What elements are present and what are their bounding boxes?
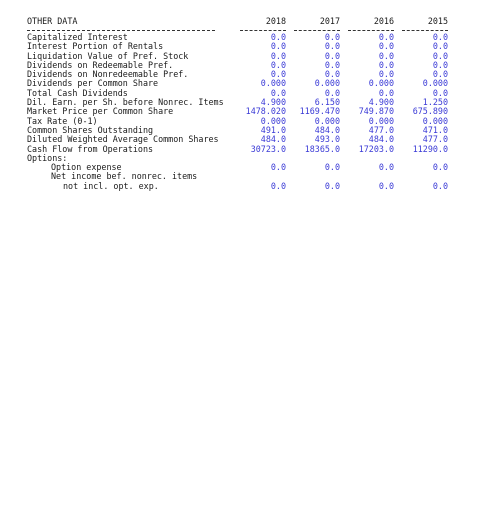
row-value-2016: 17203.0 — [358, 144, 394, 154]
row-label: Dividends on Nonredeemable Pref. — [27, 70, 189, 80]
row-value-2016: 477.0 — [368, 125, 394, 135]
row-value-2017: 0.0 — [324, 70, 340, 80]
row-value-2015: 0.0 — [432, 60, 448, 70]
net-income-2015: 0.0 — [432, 181, 448, 191]
net-income-2018: 0.0 — [270, 181, 286, 191]
row-label: Total Cash Dividends — [27, 88, 128, 98]
row-value-2017: 1169.470 — [299, 107, 340, 117]
row-value-2018: 0.000 — [260, 116, 286, 126]
col-divider — [240, 30, 286, 31]
row-value-2018: 4.900 — [260, 98, 286, 108]
row-label: Tax Rate (0-1) — [27, 116, 98, 126]
row-value-2018: 0.0 — [270, 51, 286, 61]
col-divider — [402, 30, 448, 31]
row-value-2018: 0.0 — [270, 70, 286, 80]
row-value-2017: 484.0 — [314, 125, 340, 135]
row-value-2017: 6.150 — [314, 98, 340, 108]
net-income-line1-label: Net income bef. nonrec. items — [51, 172, 198, 182]
row-value-2015: 477.0 — [422, 135, 448, 145]
option-expense-label: Option expense — [51, 163, 122, 173]
data-rows — [27, 33, 448, 154]
table-row — [27, 70, 448, 80]
table-row — [27, 51, 448, 61]
row-value-2016: 749.870 — [358, 107, 394, 117]
row-value-2016: 0.000 — [368, 116, 394, 126]
section-title: OTHER DATA — [27, 16, 78, 26]
option-expense-2016: 0.0 — [378, 163, 394, 173]
net-income-row — [27, 181, 448, 191]
row-value-2017: 18365.0 — [304, 144, 340, 154]
row-label: Diluted Weighted Average Common Shares — [27, 135, 219, 145]
row-value-2015: 0.0 — [432, 70, 448, 80]
row-value-2016: 0.0 — [378, 88, 394, 98]
year-2016-header: 2016 — [373, 16, 394, 26]
net-income-line1-row — [27, 172, 437, 181]
table-row — [27, 42, 448, 52]
row-value-2016: 4.900 — [368, 98, 394, 108]
row-value-2017: 0.000 — [314, 79, 340, 89]
table-row — [27, 33, 448, 42]
row-value-2017: 0.0 — [324, 51, 340, 61]
row-value-2017: 0.0 — [324, 60, 340, 70]
row-label: Dil. Earn. per Sh. before Nonrec. Items — [27, 98, 224, 108]
table-row — [27, 98, 448, 108]
col-divider — [348, 30, 394, 31]
other-data-table — [27, 16, 448, 191]
label-divider — [27, 30, 215, 31]
option-expense-2017: 0.0 — [324, 163, 340, 173]
row-value-2018: 0.0 — [270, 88, 286, 98]
row-value-2018: 0.0 — [270, 60, 286, 70]
options-title: Options: — [27, 153, 68, 163]
table-row — [27, 60, 448, 70]
row-value-2015: 1.250 — [422, 98, 448, 108]
row-value-2016: 484.0 — [368, 135, 394, 145]
row-value-2015: 471.0 — [422, 125, 448, 135]
row-value-2018: 0.000 — [260, 79, 286, 89]
row-value-2017: 0.0 — [324, 88, 340, 98]
row-value-2018: 0.0 — [270, 42, 286, 52]
row-value-2016: 0.0 — [378, 51, 394, 61]
table-row — [27, 125, 448, 135]
row-value-2017: 493.0 — [314, 135, 340, 145]
row-value-2016: 0.0 — [378, 70, 394, 80]
row-label: Dividends on Redeemable Pref. — [27, 60, 174, 70]
option-expense-2018: 0.0 — [270, 163, 286, 173]
table-row — [27, 107, 448, 117]
row-value-2016: 0.0 — [378, 33, 394, 42]
year-2015-header: 2015 — [427, 16, 448, 26]
table-row — [27, 79, 448, 89]
table-row — [27, 116, 448, 126]
option-expense-row — [27, 163, 448, 173]
net-income-label: not incl. opt. exp. — [63, 181, 159, 191]
row-value-2015: 0.000 — [422, 79, 448, 89]
year-2018-header: 2018 — [265, 16, 286, 26]
row-value-2018: 30723.0 — [250, 144, 286, 154]
row-value-2015: 675.890 — [412, 107, 448, 117]
row-value-2015: 0.0 — [432, 88, 448, 98]
net-income-2017: 0.0 — [324, 181, 340, 191]
table-row — [27, 144, 448, 154]
row-label: Market Price per Common Share — [27, 107, 174, 117]
row-value-2016: 0.0 — [378, 60, 394, 70]
row-label: Liquidation Value of Pref. Stock — [27, 51, 189, 61]
row-value-2018: 0.0 — [270, 33, 286, 42]
row-value-2018: 484.0 — [260, 135, 286, 145]
table-row — [27, 135, 448, 145]
row-label: Dividends per Common Share — [27, 79, 159, 89]
row-value-2015: 0.0 — [432, 51, 448, 61]
row-label: Common Shares Outstanding — [27, 125, 154, 135]
row-value-2016: 0.000 — [368, 79, 394, 89]
row-value-2018: 1478.020 — [245, 107, 286, 117]
row-value-2017: 0.0 — [324, 33, 340, 42]
row-value-2015: 0.0 — [432, 33, 448, 42]
col-divider — [294, 30, 340, 31]
row-value-2017: 0.000 — [314, 116, 340, 126]
row-value-2017: 0.0 — [324, 42, 340, 52]
table-row — [27, 88, 448, 98]
row-label: Interest Portion of Rentals — [27, 42, 164, 52]
net-income-2016: 0.0 — [378, 181, 394, 191]
row-value-2015: 0.0 — [432, 42, 448, 52]
option-expense-2015: 0.0 — [432, 163, 448, 173]
row-value-2016: 0.0 — [378, 42, 394, 52]
row-label: Cash Flow from Operations — [27, 144, 154, 154]
row-label: Capitalized Interest — [27, 33, 128, 42]
year-2017-header: 2017 — [319, 16, 340, 26]
options-title-row — [27, 154, 437, 163]
row-value-2018: 491.0 — [260, 125, 286, 135]
row-value-2015: 11290.0 — [412, 144, 448, 154]
row-value-2015: 0.000 — [422, 116, 448, 126]
header-row — [27, 16, 448, 27]
